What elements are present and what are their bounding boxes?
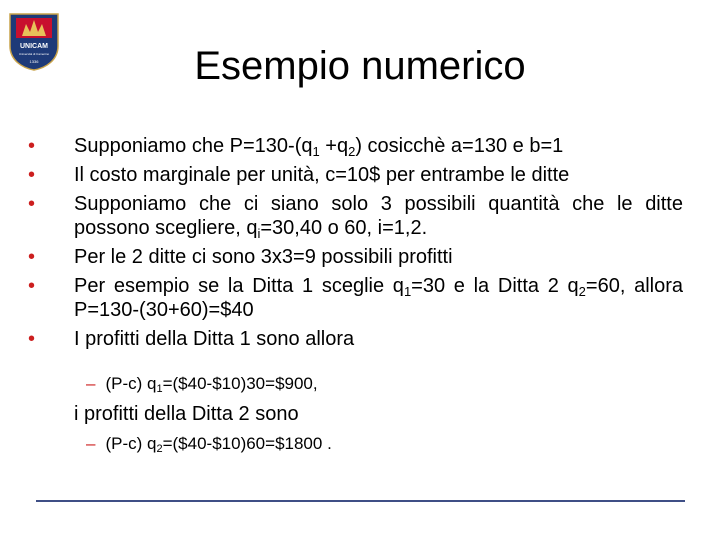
bullet-dot: •: [28, 135, 36, 157]
bullet-dot: •: [28, 275, 36, 297]
bullet-text: ) cosicchè a=130 e b=1: [355, 135, 564, 157]
bullet-text: +q: [319, 135, 349, 157]
bullet-text: Il costo marginale per unità, c=10$ per entrambe le ditte: [74, 164, 570, 186]
slide-title: [0, 42, 720, 90]
sub-bullet-text: =($40-$10)30=$900,: [162, 374, 318, 393]
subscript: 2: [578, 284, 586, 299]
subscript: 1: [403, 284, 412, 299]
logo-name: UNICAM: [20, 43, 48, 50]
sub-bullet-text: =($40-$10)60=$1800 .: [162, 434, 332, 453]
subscript: 1: [156, 383, 163, 395]
logo-year: 1336: [29, 59, 39, 64]
bullet-text: Per le 2 ditte ci sono 3x3=9 possibili profitti: [74, 246, 453, 268]
bullet-text: I profitti della Ditta 1 sono allora: [74, 328, 355, 350]
sub-bullet: [86, 433, 332, 455]
bullet-item: [28, 134, 683, 158]
continuation-text: i profitti della Ditta 2 sono: [74, 403, 299, 425]
bullet-dot: •: [28, 328, 36, 350]
bullet-item: [28, 163, 683, 187]
bullet-text: =60, allora P=130-(30+60)=$40: [74, 275, 683, 321]
bullet-dot: •: [28, 193, 36, 215]
footer-divider: [36, 500, 685, 502]
bullet-text: Supponiamo che ci siano solo 3 possibili quantità che le ditte possono scegliere, q: [74, 193, 683, 239]
bullet-item: [28, 245, 683, 269]
subscript: 1: [312, 144, 320, 159]
bullet-dot: •: [28, 164, 36, 186]
subscript: i: [257, 226, 261, 241]
bullet-text: =30,40 o 60, i=1,2.: [260, 217, 428, 239]
subscript: 2: [156, 443, 163, 455]
sub-bullet-text: (P-c) q: [105, 374, 157, 393]
bullet-text: Supponiamo che P=130-(q: [74, 135, 313, 157]
bullet-list: [28, 134, 683, 356]
slide-title-text: Esempio numerico: [194, 44, 526, 88]
bullet-text: Per esempio se la Ditta 1 sceglie q: [74, 275, 404, 297]
sub-bullet-dash: –: [86, 434, 96, 453]
bullet-item: [28, 192, 683, 240]
sub-bullet: [86, 373, 318, 395]
sub-bullet-text: (P-c) q: [105, 434, 157, 453]
bullet-item: [28, 327, 683, 351]
bullet-item: [28, 274, 683, 322]
subscript: 2: [348, 144, 356, 159]
bullet-dot: •: [28, 246, 36, 268]
sub-bullet-dash: –: [86, 374, 96, 393]
logo-subtitle: Università di Camerino: [18, 52, 50, 56]
bullet-text: =30 e la Ditta 2 q: [411, 275, 579, 297]
